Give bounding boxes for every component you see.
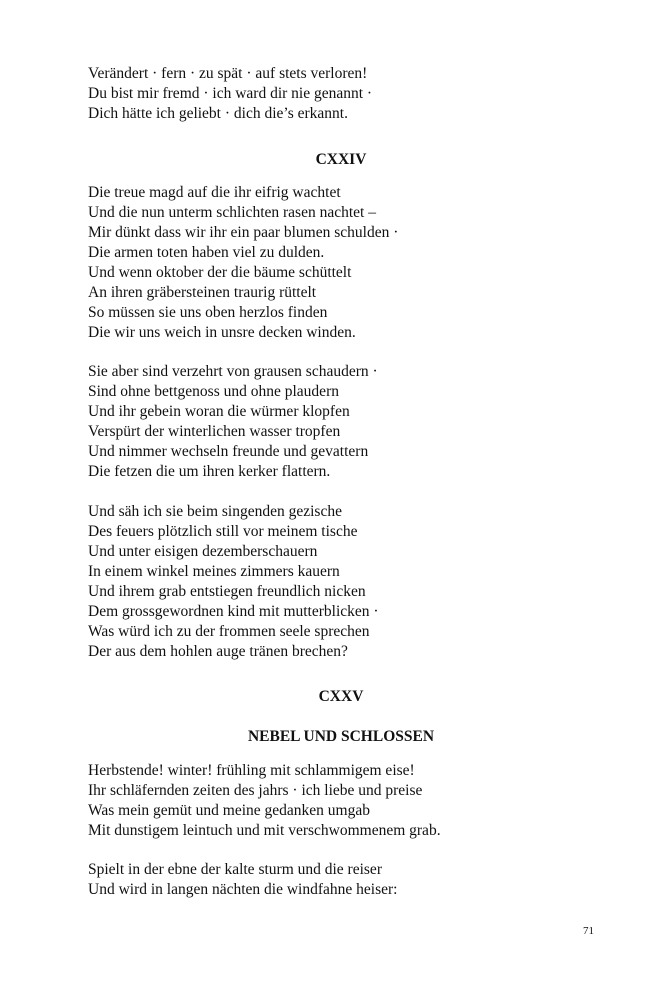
verse-line: Herbstende! winter! frühling mit schlammigem eise!: [88, 762, 415, 779]
verse-line: Spielt in der ebne der kalte sturm und die reiser: [88, 861, 382, 878]
verse-line: Mir dünkt dass wir ihr ein paar blumen schulden ·: [88, 224, 399, 241]
poem-number-heading: CXXIV: [315, 151, 367, 168]
verse-line: Die treue magd auf die ihr eifrig wachtet: [88, 184, 341, 201]
verse-line: Und unter eisigen dezemberschauern: [88, 543, 318, 560]
verse-line: Ihr schläfernden zeiten des jahrs · ich liebe und preise: [88, 782, 423, 799]
verse-line: Und ihrem grab entstiegen freundlich nicken: [88, 583, 366, 600]
verse-line: Die wir uns weich in unsre decken winden.: [88, 324, 356, 341]
verse-line: An ihren gräbersteinen traurig rüttelt: [88, 284, 317, 301]
verse-line: Und säh ich sie beim singenden gezische: [88, 503, 342, 520]
page-number: 71: [583, 925, 594, 937]
verse-line: Sie aber sind verzehrt von grausen schaudern ·: [88, 363, 378, 380]
verse-line: Du bist mir fremd · ich ward dir nie genannt ·: [88, 85, 373, 102]
verse-line: Und wird in langen nächten die windfahne heiser:: [88, 881, 398, 898]
poem-number-heading: CXXV: [318, 688, 364, 705]
verse-line: So müssen sie uns oben herzlos finden: [88, 304, 328, 321]
verse-line: Die armen toten haben viel zu dulden.: [88, 244, 325, 261]
verse-line: Und nimmer wechseln freunde und gevattern: [88, 443, 369, 460]
verse-line: Und wenn oktober der die bäume schüttelt: [88, 264, 352, 281]
verse-line: Dem grossgewordnen kind mit mutterblicken ·: [88, 603, 379, 620]
verse-line: Mit dunstigem leintuch und mit verschwommenem grab.: [88, 822, 441, 839]
verse-line: Sind ohne bettgenoss und ohne plaudern: [88, 383, 339, 400]
verse-line: Verändert · fern · zu spät · auf stets verloren!: [88, 65, 368, 82]
verse-line: Und ihr gebein woran die würmer klopfen: [88, 403, 350, 420]
verse-line: In einem winkel meines zimmers kauern: [88, 563, 340, 580]
verse-line: Verspürt der winterlichen wasser tropfen: [88, 423, 341, 440]
verse-line: Des feuers plötzlich still vor meinem tische: [88, 523, 358, 540]
verse-line: Dich hätte ich geliebt · dich die’s erkannt.: [88, 105, 348, 122]
verse-line: Die fetzen die um ihren kerker flattern.: [88, 463, 331, 480]
poem-title: NEBEL UND SCHLOSSEN: [247, 728, 435, 745]
verse-line: Was würd ich zu der frommen seele sprechen: [88, 623, 370, 640]
verse-line: Und die nun unterm schlichten rasen nachtet –: [88, 204, 376, 221]
verse-line: Was mein gemüt und meine gedanken umgab: [88, 802, 370, 819]
verse-line: Der aus dem hohlen auge tränen brechen?: [88, 643, 348, 660]
